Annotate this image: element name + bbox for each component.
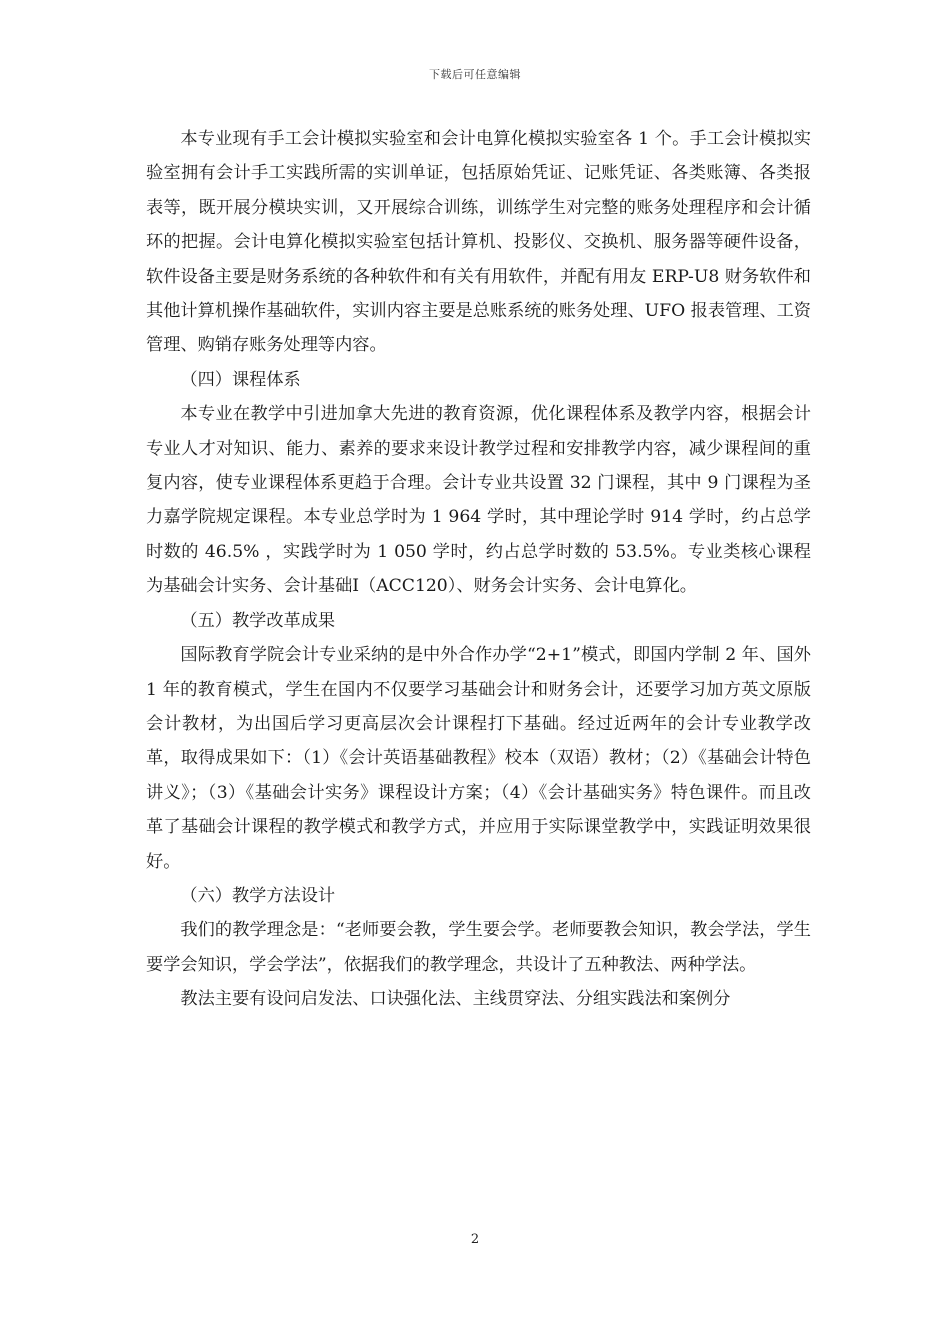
page-number: 2 bbox=[470, 1232, 480, 1247]
paragraph-reform-results: 国际教育学院会计专业采纳的是中外合作办学“2+1”模式，即国内学制 2 年、国外 1 年的教育模式，学生在国内不仅要学习基础会计和财务会计，还要学习加方英文原版会计教材，为出国后学习更高层次会计课程打下基础。经过近两年的会计专业教学改革，取得成果如下：（1）《会计英语基础教程》校本（双语）教材；（2）《基础会计特色讲义》；（3）《基础会计实务》课程设计方案；（4）《会计基础实务》特色课件。而且改革了基础会计课程的教学模式和教学方式，并应用于实际课堂教学中，实践证明效果很好。 bbox=[146, 645, 811, 872]
section-heading-teaching-methods: （六）教学方法设计 bbox=[180, 885, 336, 906]
paragraph-curriculum: 本专业在教学中引进加拿大先进的教育资源，优化课程体系及教学内容，根据会计专业人才对知识、能力、素养的要求来设计教学过程和安排教学内容，减少课程间的重复内容，使专业课程体系更趋于合理。会计专业共设置 32 门课程，其中 9 门课程为圣力嘉学院规定课程。本专业总学时为 1 964 学时，其中理论学时 914 学时，约占总学时数的 46.5% ，实践学时为 1 050 学时，约占总学时数的 53.5%。专业类核心课程为基础会计实务、会计基础Ⅰ（ACC120）、财务会计实务、会计电算化。 bbox=[146, 404, 811, 597]
paragraph-teaching-methods: 教法主要有设问启发法、口诀强化法、主线贯穿法、分组实践法和案例分 bbox=[180, 989, 731, 1010]
section-heading-curriculum: （四）课程体系 bbox=[180, 369, 301, 390]
paragraph-teaching-philosophy: 我们的教学理念是：“老师要会教，学生要会学。老师要教会知识，教会学法，学生要学会知识，学会学法”，依据我们的教学理念，共设计了五种教法、两种学法。 bbox=[146, 920, 811, 975]
section-heading-reform-results: （五）教学改革成果 bbox=[180, 610, 336, 631]
document-body bbox=[146, 122, 811, 1017]
paragraph-lab-facilities: 本专业现有手工会计模拟实验室和会计电算化模拟实验室各 1 个。手工会计模拟实验室拥有会计手工实践所需的实训单证，包括原始凭证、记账凭证、各类账簿、各类报表等，既开展分模块实训，又开展综合训练，训练学生对完整的账务处理程序和会计循环的把握。会计电算化模拟实验室包括计算机、投影仪、交换机、服务器等硬件设备，软件设备主要是财务系统的各种软件和有关有用软件，并配有用友 ERP-U8 财务软件和其他计算机操作基础软件，实训内容主要是总账系统的账务处理、UFO 报表管理、工资管理、购销存账务处理等内容。 bbox=[146, 129, 811, 356]
page-header: 下载后可任意编辑 bbox=[429, 68, 521, 81]
